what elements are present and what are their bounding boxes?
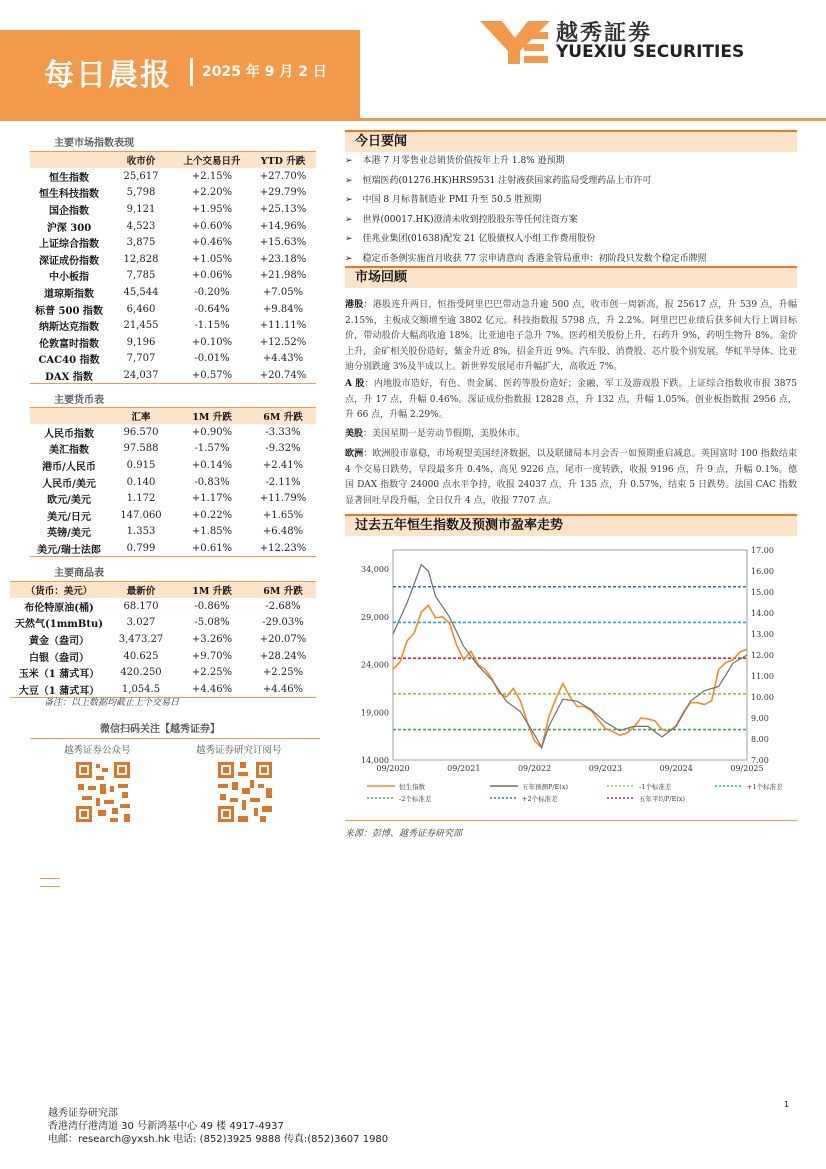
- cell-value: 1,054.5: [108, 681, 174, 698]
- cell-value: -3.33%: [265, 426, 301, 438]
- chart-bottom-line: [345, 820, 797, 821]
- report-title: 每日晨报: [44, 58, 172, 93]
- y-right-tick-label: 16.00: [751, 567, 774, 576]
- cell-value: +12.23%: [250, 540, 316, 557]
- cell-value: 68.170: [123, 600, 159, 612]
- cell-value: -0.20%: [194, 287, 230, 299]
- news-item: [345, 251, 707, 264]
- row-label: 美元/日元: [47, 511, 91, 523]
- cell-value: +20.07%: [259, 634, 307, 646]
- cell-value: +2.25%: [262, 667, 304, 679]
- table-row: [30, 507, 316, 524]
- y-left-tick-label: 24,000: [361, 660, 389, 670]
- review-label: 美股: [345, 429, 364, 439]
- legend-label: 恒生指数: [399, 783, 425, 791]
- footer-company: 越秀证券研究部: [48, 1108, 118, 1119]
- cell-value: -0.83%: [194, 476, 230, 488]
- cell-value: +11.11%: [259, 320, 307, 332]
- y-right-tick-label: 9.00: [751, 714, 769, 723]
- table-row: [30, 474, 316, 491]
- cell-value: +7.05%: [262, 287, 304, 299]
- row-label: 上证综合指数: [39, 239, 99, 251]
- table-row: [30, 251, 316, 268]
- cell-value: 7,785: [126, 270, 156, 282]
- review-a-share: [345, 377, 797, 424]
- commodities-table: [10, 581, 316, 698]
- legend-label: +1个标准差: [747, 783, 783, 791]
- table-row: [30, 351, 316, 368]
- bullet-arrow-icon: ➢: [345, 234, 353, 244]
- cell-value: 12,828: [123, 253, 159, 265]
- review-text: ：美国星期一是劳动节假期，美股休市。: [363, 429, 526, 439]
- cell-value: 3,875: [126, 237, 156, 249]
- x-tick-label: 09/2021: [447, 764, 481, 773]
- wechat-label-official: 越秀证券公众号: [64, 745, 131, 756]
- decorative-dash: [40, 886, 60, 887]
- cell-value: +3.26%: [191, 634, 233, 646]
- legend-label: 五年预测P/E(x): [522, 783, 569, 791]
- cell-value: +1.05%: [191, 253, 233, 265]
- review-hk: [345, 298, 797, 376]
- cell-value: 7,707: [126, 353, 156, 365]
- cell-value: +9.70%: [191, 650, 233, 662]
- cell-value: +23.18%: [259, 253, 307, 265]
- cell-value: +14.96%: [259, 220, 307, 232]
- table-row: [30, 234, 316, 251]
- y-right-tick-label: 15.00: [751, 588, 774, 597]
- x-tick-label: 09/2024: [659, 764, 693, 773]
- row-label: 人民币指数: [44, 428, 94, 440]
- cell-value: +1.85%: [191, 526, 233, 538]
- column-header: [30, 152, 108, 169]
- row-label: CAC40 指数: [38, 355, 100, 367]
- plot-frame: [393, 550, 747, 760]
- cell-value: +0.60%: [191, 220, 233, 232]
- review-label: 港股: [345, 300, 364, 310]
- yuexiu-logo-icon: [480, 16, 550, 66]
- cell-value: 420.250: [120, 667, 162, 679]
- column-header: 6M 升跌: [250, 582, 316, 599]
- table-row: [30, 284, 316, 301]
- cell-value: -2.11%: [265, 476, 301, 488]
- y-right-tick-label: 10.00: [751, 693, 774, 702]
- cell-value: 45,544: [123, 287, 159, 299]
- row-label: 天然气(1mmBtu): [15, 619, 103, 631]
- market-indices-title: 主要市场指数表现: [54, 138, 134, 149]
- news-text: 佳兆业集团(01638)配发 21 亿股債权人小组工作费用股份: [362, 234, 596, 244]
- news-item: [345, 173, 651, 186]
- column-header: 1M 升跌: [174, 408, 250, 425]
- y-left-tick-label: 14,000: [361, 756, 389, 765]
- y-left-tick-label: 29,000: [361, 612, 389, 622]
- brand-name-cn: 越秀証劵: [556, 21, 653, 46]
- cell-value: +25.13%: [259, 204, 307, 216]
- cell-value: +2.20%: [191, 187, 233, 199]
- table-row: [30, 334, 316, 351]
- table-row: [10, 615, 316, 632]
- review-text: ：港股连升两日，恒指受阿里巴巴带动急升逾 500 点，收市创一周新高，报 25617 点，升 539 点，升幅 2.15%，主板成交额增至逾 3802 亿元。科技指数报 5798 点，升 2.2%。阿里巴巴业绩后获多间大行上调目标价，带动股价大幅高收逾 18%。比亚迪电子急升 7%。医药相关股份上升，石药升 9%，药明生物升 8%。金价上升，金矿相关股份造好，紫金升近 8%，招金升近 9%。汽车股、消费股、芯片股个别发展。华虹半导体、比亚迪分别跌逾 3%及半成以上。新世界发展尾市升幅扩大，高收近 7%。: [345, 300, 797, 372]
- row-label: 国企指数: [49, 206, 89, 218]
- cell-value: 6,460: [126, 303, 156, 315]
- cell-value: +0.57%: [174, 367, 250, 384]
- cell-value: +0.90%: [191, 426, 233, 438]
- cell-value: +0.22%: [191, 509, 233, 521]
- today-news-header: 今日要闻: [345, 130, 797, 152]
- cell-value: 147.060: [120, 509, 162, 521]
- news-text: 恒瑞医药(01276.HK)HRS9531 注射液获国家药监局受理药品上市许可: [362, 175, 652, 186]
- cell-value: 40.625: [123, 650, 159, 662]
- market-indices-table: [30, 151, 316, 384]
- wechat-label-research: 越秀证券研究订阅号: [196, 745, 282, 756]
- cell-value: +11.79%: [259, 493, 307, 505]
- row-label: 英镑/美元: [47, 528, 91, 540]
- y-right-tick-label: 14.00: [751, 609, 774, 618]
- bullet-arrow-icon: ➢: [345, 156, 353, 166]
- cell-value: 25,617: [123, 170, 159, 182]
- column-header: （货币：美元）: [10, 582, 108, 599]
- legend-label: +2个标准差: [522, 795, 558, 803]
- market-review-header: 市场回顾: [345, 266, 797, 288]
- x-tick-label: 09/2025: [730, 764, 764, 773]
- table-row: [30, 268, 316, 285]
- y-left-tick-label: 19,000: [361, 708, 389, 718]
- row-label: 标普 500 指数: [35, 305, 103, 317]
- row-label: 道琼斯指数: [44, 289, 94, 301]
- review-text: ：内地股市造好，有色、贵金属、医药等股份造好；金融、军工及游戏股下跌。上证综合指数收市报 3875 点，升 17 点，升幅 0.46%。深证成份指数报 12828 点，升 132 点，升幅 1.05%。创业板指数报 2956 点，升 66 点，升幅 2.29%。: [345, 379, 797, 420]
- row-label: 白银（盎司）: [29, 652, 89, 664]
- table-row: [30, 524, 316, 541]
- legend-label: 五年平均P/E(x): [639, 795, 686, 803]
- bullet-arrow-icon: ➢: [345, 175, 353, 186]
- cell-value: 5,798: [126, 187, 156, 199]
- cell-value: +21.98%: [259, 270, 307, 282]
- cell-value: 0.140: [126, 476, 156, 488]
- commodities-title: 主要商品表: [54, 568, 104, 579]
- currencies-title: 主要货币表: [54, 395, 104, 406]
- cell-value: -1.15%: [194, 320, 230, 332]
- x-tick-label: 09/2020: [376, 764, 410, 773]
- cell-value: +9.84%: [262, 303, 304, 315]
- news-item: [345, 192, 541, 205]
- cell-value: +0.61%: [174, 540, 250, 557]
- row-label: 黄金（盎司）: [29, 636, 89, 648]
- row-label: 沪深 300: [46, 222, 92, 234]
- cell-value: 96.570: [123, 426, 159, 438]
- report-date: 2025 年 9 月 2 日: [202, 64, 327, 80]
- cell-value: 1.172: [126, 493, 156, 505]
- cell-value: 9,196: [126, 336, 156, 348]
- cell-value: +0.14%: [191, 460, 233, 472]
- row-label: 布伦特原油(桶): [24, 602, 94, 614]
- table-row: [10, 631, 316, 648]
- page-number: 1: [784, 1100, 790, 1109]
- table-row: [10, 598, 316, 615]
- review-label: A 股: [345, 379, 365, 389]
- news-item: [345, 153, 565, 166]
- cell-value: +1.65%: [262, 509, 304, 521]
- row-label: DAX 指数: [30, 367, 108, 384]
- table-row: [30, 218, 316, 235]
- cell-value: +1.17%: [191, 493, 233, 505]
- table-row: [30, 441, 316, 458]
- y-right-tick-label: 11.00: [751, 672, 774, 681]
- cell-value: +28.24%: [259, 650, 307, 662]
- column-header: 6M 升跌: [250, 408, 316, 425]
- cell-value: -29.03%: [262, 617, 304, 629]
- table-row: [30, 367, 316, 384]
- cell-value: +29.79%: [259, 187, 307, 199]
- news-text: 稳定币条例实施首月收获 77 宗申请意向 香港金管局重申：初阶段只发数个稳定币牌照: [362, 253, 707, 264]
- news-item: [345, 212, 578, 225]
- cell-value: -0.86%: [194, 600, 230, 612]
- table-row: [30, 490, 316, 507]
- header-divider: [0, 118, 826, 121]
- table-row: [30, 168, 316, 185]
- table-row: [10, 648, 316, 665]
- hsi-pe-chart: [345, 540, 797, 820]
- qr-code-icon[interactable]: [214, 758, 276, 826]
- row-label: 港币/人民币: [42, 462, 96, 474]
- chart-source: 来源：彭博、越秀证券研究部: [345, 829, 463, 839]
- x-tick-label: 09/2022: [517, 764, 552, 773]
- news-text: 中国 8 月标普制造业 PMI 升至 50.5 胜预期: [362, 195, 542, 205]
- cell-value: 0.915: [126, 460, 156, 472]
- qr-code-icon[interactable]: [72, 758, 134, 826]
- cell-value: 24,037: [108, 367, 174, 384]
- footer-contact: 电邮：research@yxsh.hk 电话: (852)3925 9888 传真:(852)3607 1980: [48, 1134, 389, 1145]
- cell-value: -5.08%: [194, 617, 230, 629]
- cell-value: +27.70%: [259, 170, 307, 182]
- row-label: 玉米（1 蒲式耳）: [18, 669, 100, 681]
- table-row: [30, 301, 316, 318]
- cell-value: +2.15%: [191, 170, 233, 182]
- row-label: 恒生科技指数: [39, 189, 99, 201]
- series-line: [393, 605, 747, 747]
- table-row: [30, 201, 316, 218]
- cell-value: +0.10%: [191, 336, 233, 348]
- cell-value: +6.48%: [262, 526, 304, 538]
- row-label: 人民币/美元: [42, 478, 96, 490]
- cell-value: +4.46%: [250, 681, 316, 698]
- bullet-arrow-icon: ➢: [345, 195, 353, 205]
- cell-value: 97.588: [123, 443, 159, 455]
- legend-label: -1个标准差: [639, 783, 672, 791]
- cell-value: +4.43%: [262, 353, 304, 365]
- table-row: [10, 664, 316, 681]
- cell-value: 21,455: [123, 320, 159, 332]
- row-label: 恒生指数: [49, 172, 89, 184]
- row-label: 中小板指: [49, 272, 89, 284]
- cell-value: 3,473.27: [118, 634, 164, 646]
- table-row: [30, 185, 316, 202]
- data-note: 备注：以上数据均截止上个交易日: [44, 698, 180, 708]
- column-header: 收市价: [108, 152, 174, 169]
- cell-value: +0.46%: [191, 237, 233, 249]
- series-line: [393, 565, 747, 748]
- cell-value: -9.32%: [265, 443, 301, 455]
- table-row: [30, 540, 316, 557]
- y-left-tick-label: 34,000: [361, 565, 389, 575]
- footer-address: 香港湾仔港湾道 30 号新鸿基中心 49 楼 4917-4937: [48, 1121, 284, 1132]
- brand-name-en: YUEXIU SECURITIES: [556, 42, 745, 62]
- y-right-tick-label: 12.00: [751, 651, 774, 660]
- y-right-tick-label: 13.00: [751, 630, 774, 639]
- legend-label: -2个标准差: [399, 795, 432, 803]
- bullet-arrow-icon: ➢: [345, 214, 353, 225]
- table-row: [30, 317, 316, 334]
- column-header: 1M 升跌: [174, 582, 250, 599]
- y-right-tick-label: 8.00: [751, 735, 769, 744]
- news-text: 本港 7 月零售业总销货价值按年上升 1.8% 逊预期: [362, 156, 565, 166]
- column-header: 最新价: [108, 582, 174, 599]
- review-us: [345, 427, 797, 443]
- wechat-divider: [30, 738, 320, 739]
- column-header: 上个交易日升: [174, 152, 250, 169]
- review-europe: [345, 447, 797, 509]
- y-right-tick-label: 17.00: [751, 546, 774, 555]
- cell-value: 0.799: [108, 540, 174, 557]
- row-label: 欧元/美元: [47, 495, 91, 507]
- cell-value: 3.027: [126, 617, 156, 629]
- row-label: 伦敦富时指数: [39, 338, 99, 350]
- cell-value: +1.95%: [191, 204, 233, 216]
- row-label: 深证成份指数: [39, 255, 99, 267]
- cell-value: 1.353: [126, 526, 156, 538]
- row-label: 美元/瑞士法郎: [30, 540, 108, 557]
- table-row: [30, 457, 316, 474]
- column-header: 汇率: [108, 408, 174, 425]
- cell-value: 9,121: [126, 204, 156, 216]
- cell-value: +15.63%: [259, 237, 307, 249]
- title-separator: [190, 58, 193, 86]
- cell-value: +0.06%: [191, 270, 233, 282]
- bullet-arrow-icon: ➢: [345, 253, 353, 264]
- cell-value: +20.74%: [250, 367, 316, 384]
- cell-value: +2.25%: [191, 667, 233, 679]
- decorative-dash: [40, 878, 60, 879]
- table-row: [30, 424, 316, 441]
- review-text: ：欧洲股市靠稳，市场观望美国经济数据，以及联储局本月会否一如预期重启减息。英国富时 100 指数结束 4 个交易日跌势，早段最多升 0.4%，高见 9226 点，尾市一度转跌，收报 9196 点，升 9 点，升幅 0.1%。德国 DAX 指数守 24000 点水平争持，收报 24037 点，升 135 点，升 0.57%，结束 5 日跌势。法国 CAC 指数显著回吐早段升幅，全日仅升 4 点，收报 7707 点。: [345, 449, 797, 506]
- cell-value: -0.64%: [194, 303, 230, 315]
- news-text: 世界(00017.HK)澄清未收到控股股东等任何注资方案: [362, 214, 578, 225]
- row-label: 美汇指数: [49, 445, 89, 457]
- row-label: 纳斯达克指数: [39, 322, 99, 334]
- x-tick-label: 09/2023: [588, 764, 623, 773]
- cell-value: 4,523: [126, 220, 156, 232]
- column-header: YTD 升跌: [250, 152, 316, 169]
- cell-value: -0.01%: [194, 353, 230, 365]
- cell-value: +12.52%: [259, 336, 307, 348]
- cell-value: -1.57%: [194, 443, 230, 455]
- currencies-table: [30, 407, 316, 557]
- row-label: 大豆（1 蒲式耳）: [10, 681, 108, 698]
- column-header: [30, 408, 108, 425]
- news-item: [345, 231, 595, 244]
- wechat-title: 微信扫码关注【越秀证券】: [100, 724, 220, 735]
- cell-value: -2.68%: [265, 600, 301, 612]
- review-label: 欧洲: [345, 449, 364, 459]
- y-right-tick-label: 7.00: [751, 756, 769, 765]
- cell-value: +2.41%: [262, 460, 304, 472]
- cell-value: +4.46%: [174, 681, 250, 698]
- chart-header: 过去五年恒生指数及预测市盈率走势: [345, 514, 797, 536]
